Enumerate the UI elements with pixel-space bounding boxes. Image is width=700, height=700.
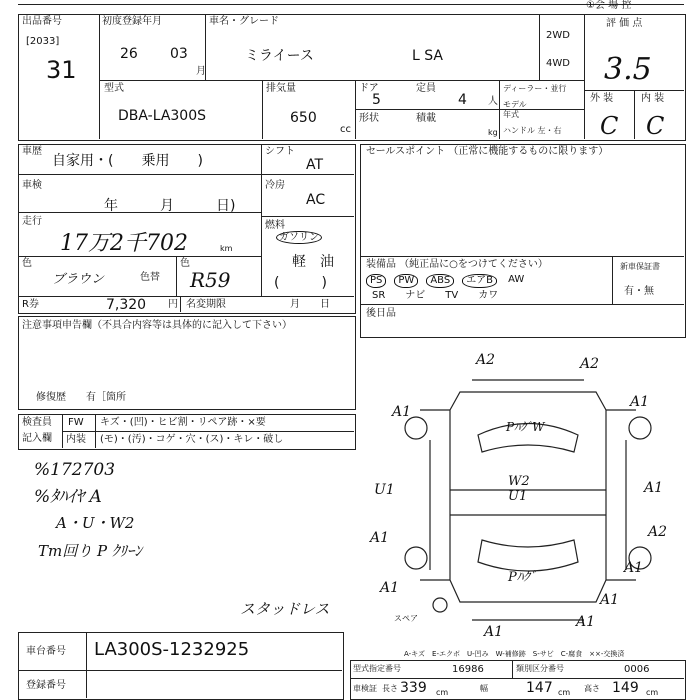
score-label: 評 価 点 bbox=[606, 18, 643, 29]
rear-seat-label: 後日品 bbox=[366, 308, 396, 319]
damage-label-7: W2 U1 bbox=[508, 474, 530, 504]
load-label: 積載 bbox=[416, 113, 436, 124]
inspector-row-1: キズ・(凹)・ヒビ割・リペア跡・×要 bbox=[100, 417, 266, 428]
model-year-label: モデル 年式 bbox=[503, 100, 527, 119]
drive-4wd: 4WD bbox=[546, 58, 570, 69]
inspector-fw: FW bbox=[68, 417, 84, 428]
damage-label-16: A1 bbox=[484, 624, 504, 640]
damage-label-9: A1 bbox=[370, 530, 390, 546]
damage-label-12: Pﾊｸﾞ bbox=[508, 570, 537, 585]
equip-ps: PS bbox=[366, 274, 386, 288]
repair-label: 修復歴 有［箇所 bbox=[36, 392, 126, 403]
chassis-label: 車台番号 bbox=[26, 646, 66, 657]
type-spec-value: 16986 bbox=[452, 664, 484, 675]
inspection-label: 車検 bbox=[22, 180, 42, 191]
lot-label: 出品番号 bbox=[22, 16, 62, 27]
displacement-label: 排気量 bbox=[266, 83, 296, 94]
history-label: 車歴 bbox=[22, 146, 42, 157]
wheel-front-left bbox=[405, 417, 427, 439]
height-unit: cm bbox=[646, 688, 659, 697]
damage-label-14: A1 bbox=[600, 592, 620, 608]
spare-wheel bbox=[433, 598, 447, 612]
damage-legend: A-キズ E-エクボ U-凹み W-補修跡 S-サビ C-腐食 ××-交換済 bbox=[404, 650, 625, 658]
height-label: 高さ bbox=[584, 684, 600, 693]
length-unit: cm bbox=[436, 688, 449, 697]
inspector-row-2: (モ)・(汚)・コゲ・穴・(ス)・キレ・破し bbox=[100, 434, 284, 445]
yen-unit: 円 bbox=[168, 299, 178, 310]
capacity-label: 定員 bbox=[416, 83, 436, 94]
inspector-label-2: 記入欄 bbox=[22, 433, 52, 444]
handwritten-1: %172703 bbox=[34, 460, 116, 480]
category-label: 類別区分番号 bbox=[516, 664, 564, 673]
color-code-label: 色 bbox=[180, 258, 190, 269]
spare-label: スペア bbox=[394, 614, 418, 623]
width-unit: cm bbox=[558, 688, 571, 697]
car-name: ミライース bbox=[245, 48, 314, 64]
handwritten-2: %ﾀﾊｲﾔ A bbox=[34, 487, 102, 507]
equip-leather: カワ bbox=[478, 290, 499, 301]
side-outlines bbox=[430, 440, 626, 570]
ac-value: AC bbox=[306, 192, 326, 208]
wheel-rear-left bbox=[405, 547, 427, 569]
damage-label-1: A2 bbox=[476, 352, 496, 368]
kg-unit: kg bbox=[488, 128, 498, 137]
fuel-other: ( ) bbox=[274, 275, 327, 291]
reg-expiry-label: 名変期限 bbox=[186, 299, 226, 310]
month-unit: 月 bbox=[196, 66, 206, 77]
mileage-value: 17万2千702 bbox=[60, 231, 188, 256]
damage-label-10: A2 bbox=[648, 524, 668, 540]
recycle-value: 7,320 bbox=[106, 297, 147, 313]
car-name-label: 車名・グレード bbox=[209, 16, 279, 27]
shift-value: AT bbox=[306, 157, 324, 173]
chassis-value: LA300S-1232925 bbox=[94, 639, 250, 660]
equipment-row-2 bbox=[372, 290, 498, 302]
venue-label: ①会 場 控 bbox=[586, 0, 632, 11]
fuel-diesel: 軽 油 bbox=[292, 254, 334, 270]
doors-value: 5 bbox=[372, 92, 381, 108]
lot-number: 31 bbox=[46, 56, 77, 84]
km-unit: km bbox=[220, 244, 233, 253]
equipment-label: 装備品 （純正品に○をつけてください） bbox=[366, 259, 548, 270]
notes-label: 注意事項申告欄（不具合内容等は具体的に記入して下さい） bbox=[22, 320, 292, 331]
sheet-label: 車検証 bbox=[353, 684, 377, 693]
handwritten-4: Tm回り P ｸﾘｰﾝ bbox=[38, 542, 142, 560]
exterior-grade: C bbox=[600, 112, 619, 140]
inspector-label-1: 検査員 bbox=[22, 417, 52, 428]
reg-expiry-value: 月 日 bbox=[290, 299, 330, 310]
color-value: ブラウン bbox=[52, 272, 105, 287]
color-code-value: R59 bbox=[190, 268, 231, 292]
equipment-row-1 bbox=[366, 274, 527, 288]
grade: L SA bbox=[412, 48, 443, 64]
equip-navi: ナビ bbox=[405, 290, 426, 301]
first-reg-month: 03 bbox=[170, 46, 188, 62]
dealer-label: ディーラー・並行 bbox=[503, 84, 567, 93]
history-value: 自家用・( 乗用 ) bbox=[52, 153, 203, 169]
warranty-value: 有・無 bbox=[624, 286, 654, 297]
first-reg-label: 初度登録年月 bbox=[102, 16, 162, 27]
mileage-label: 走行 bbox=[22, 216, 42, 227]
capacity-value: 4 bbox=[458, 92, 467, 108]
equip-sr: SR bbox=[372, 290, 386, 301]
color-no-label: 色替 bbox=[140, 272, 160, 283]
height-value: 149 bbox=[612, 680, 639, 696]
shift-label: シフト bbox=[265, 146, 295, 157]
inspector-interior: 内装 bbox=[66, 434, 86, 445]
cc-unit: cc bbox=[340, 124, 351, 135]
drive-2wd: 2WD bbox=[546, 30, 570, 41]
damage-label-11: A1 bbox=[624, 560, 644, 576]
wheel-front-right bbox=[629, 417, 651, 439]
fuel-gasoline: ガソリン bbox=[276, 231, 322, 244]
damage-label-3: A1 bbox=[392, 404, 412, 420]
type-spec-label: 型式指定番号 bbox=[353, 664, 401, 673]
width-value: 147 bbox=[526, 680, 553, 696]
doors-label: ドア bbox=[359, 83, 379, 94]
inspection-value: 年 月 日) bbox=[104, 198, 236, 214]
equip-pw: PW bbox=[394, 274, 418, 288]
length-label: 長さ bbox=[382, 684, 398, 693]
first-reg-year: 26 bbox=[120, 46, 138, 62]
damage-label-6: U1 bbox=[374, 482, 395, 498]
sales-point-label: セールスポイント （正常に機能するものに限ります） bbox=[366, 146, 609, 157]
width-label: 幅 bbox=[480, 684, 488, 693]
warranty-label: 新車保証書 bbox=[620, 262, 660, 271]
damage-label-4: A1 bbox=[630, 394, 650, 410]
damage-label-15: A1 bbox=[576, 614, 596, 630]
equip-aw: AW bbox=[508, 274, 525, 285]
ac-label: 冷房 bbox=[265, 180, 285, 191]
category-value: 0006 bbox=[624, 664, 650, 675]
recycle-label: R券 bbox=[22, 299, 39, 310]
damage-label-13: A1 bbox=[380, 580, 400, 596]
exterior-label: 外 装 bbox=[590, 93, 614, 104]
interior-grade: C bbox=[646, 112, 665, 140]
fuel-label: 燃料 bbox=[265, 220, 285, 231]
interior-label: 内 装 bbox=[641, 93, 665, 104]
model-value: DBA-LA300S bbox=[118, 108, 207, 124]
length-value: 339 bbox=[400, 680, 427, 696]
score-value: 3.5 bbox=[604, 52, 652, 87]
studless-note: スタッドレス bbox=[240, 600, 330, 618]
displacement-value: 650 bbox=[290, 110, 317, 126]
damage-label-2: A2 bbox=[580, 356, 600, 372]
registration-label: 登録番号 bbox=[26, 680, 66, 691]
equip-airbag: エアB bbox=[462, 274, 497, 288]
equip-tv: TV bbox=[445, 290, 459, 301]
handwritten-3: A・U・W2 bbox=[56, 514, 135, 532]
model-label: 型式 bbox=[104, 83, 124, 94]
handle-label: ハンドル 左・右 bbox=[503, 126, 562, 135]
damage-label-5: PﾊｸﾞW bbox=[506, 420, 545, 434]
sales-point-block bbox=[360, 144, 686, 338]
color-label: 色 bbox=[22, 258, 32, 269]
top-border bbox=[18, 4, 684, 5]
lot-code: [2033] bbox=[26, 36, 60, 47]
person-unit: 人 bbox=[488, 96, 498, 107]
damage-label-8: A1 bbox=[644, 480, 664, 496]
shape-label: 形状 bbox=[359, 113, 379, 124]
equip-abs: ABS bbox=[426, 274, 454, 288]
